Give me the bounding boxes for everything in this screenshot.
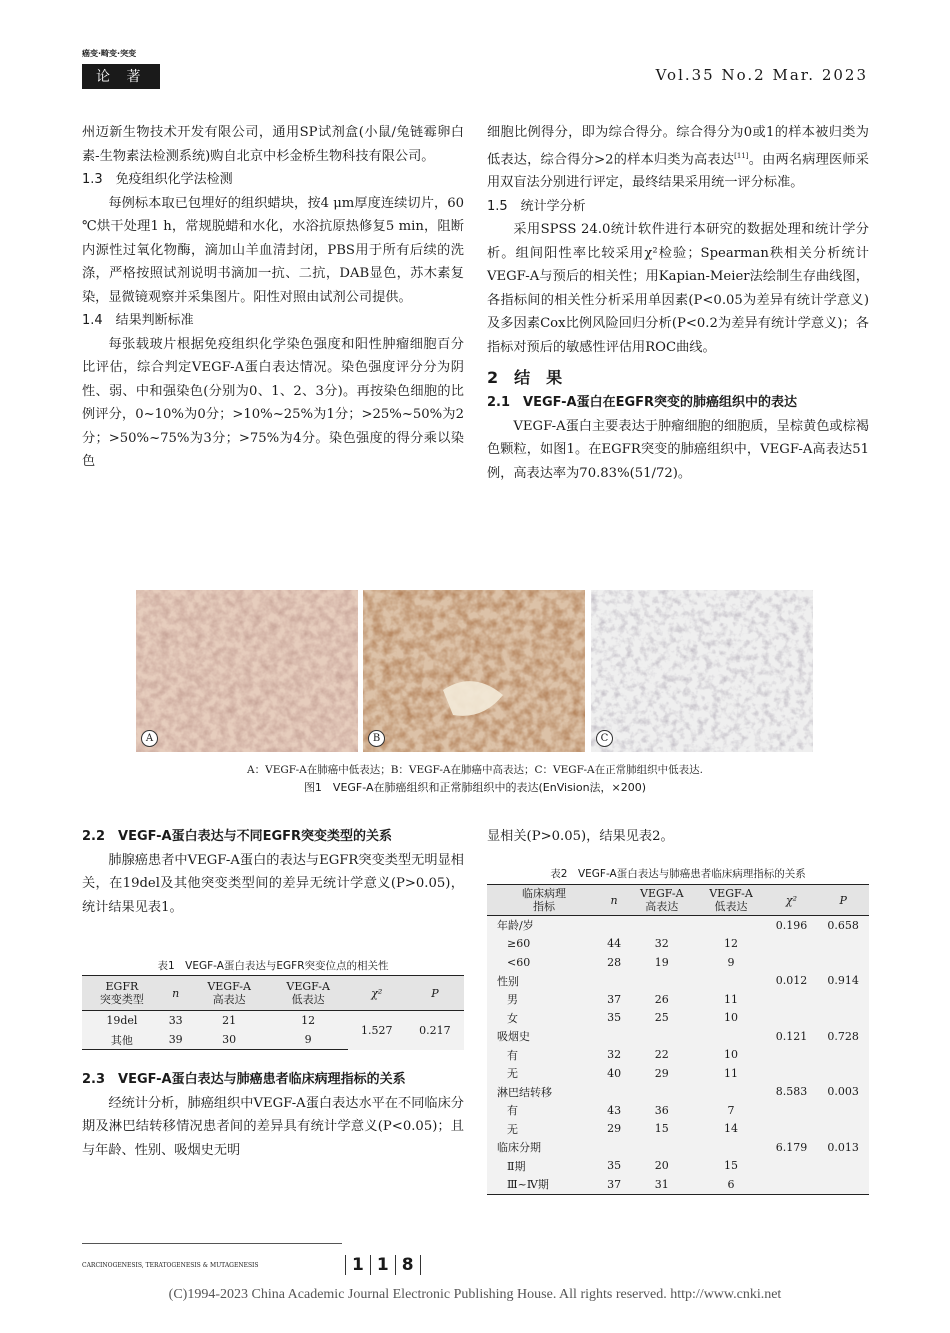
- table-cell: 40: [607, 1066, 622, 1080]
- table-row-label: 无: [507, 1122, 518, 1136]
- table-cell: [766, 935, 818, 954]
- table-row-label: 女: [507, 1011, 518, 1025]
- table-cell: 31: [627, 1175, 696, 1194]
- paragraph-text: 。由两名病理医师采用双盲法分别进行评定，最终结果采用统一评分标准。: [487, 151, 869, 191]
- table-cell: 21: [222, 1014, 237, 1027]
- paragraph: 肺腺癌患者中VEGF-A蛋白的表达与EGFR突变类型无明显相关，在19del及其他突变类型间的差异无统计学意义(P>0.05)，统计结果见表1。: [82, 852, 464, 915]
- table2-header: n: [601, 885, 627, 916]
- table-cell: 22: [654, 1048, 669, 1062]
- paragraph: 州迈新生物技术开发有限公司，通用SP试剂盒(小鼠/兔链霉卵白素-生物素法检测系统)购自北京中杉金桥生物科技有限公司。: [82, 125, 464, 164]
- table-cell: 43: [607, 1103, 622, 1117]
- table-cell: 12: [724, 937, 739, 951]
- table-cell: 9: [269, 1030, 348, 1050]
- table-cell: 0.003: [827, 1085, 859, 1099]
- table-cell: [766, 1046, 818, 1065]
- table-row-label: 无: [507, 1067, 518, 1081]
- table-row: [487, 1009, 869, 1028]
- table1-header: VEGF-A 高表达: [190, 976, 269, 1011]
- table-row: [487, 1101, 869, 1120]
- table-cell: 0.012: [775, 974, 808, 988]
- page-digit: 8: [395, 1255, 421, 1275]
- table-cell: 0.196: [775, 918, 808, 932]
- table-cell: 11: [724, 992, 739, 1006]
- table-cell: 0.013: [827, 1140, 859, 1154]
- table-cell: 33: [168, 1014, 183, 1027]
- table-cell: [766, 1009, 818, 1028]
- table2-header: 临床病理 指标: [487, 885, 601, 916]
- table-cell: 30: [190, 1030, 269, 1050]
- table-cell: 15: [724, 1159, 739, 1173]
- table-cell: 10: [724, 1011, 739, 1025]
- table-cell: [766, 1157, 818, 1176]
- table-row: [487, 990, 869, 1009]
- table-cell: [817, 1175, 869, 1194]
- paragraph: 每张载玻片根据免疫组织化学染色强度和阳性肿瘤细胞百分比评估，综合判定VEGF-A蛋白表达情况。染色强度评分分为阴性、弱、中和强染色(分别为0、1、2、3分)。再按染色细胞的比例评分，0~10%为0分；>10%~25%为1分；>25%~50%为2分；>50%~75%为3分；>75%为4分。染色强度的得分乘以染色: [82, 336, 464, 469]
- table-cell: 0.658: [827, 918, 859, 932]
- table-row-label: 吸烟史: [497, 1030, 530, 1044]
- table2-header: VEGF-A 低表达: [696, 885, 765, 916]
- left-column-top: [82, 121, 464, 474]
- table-cell: 0.728: [827, 1029, 859, 1043]
- table-cell: [627, 1138, 696, 1157]
- section-heading-2-1: 2.1 VEGF-A蛋白在EGFR突变的肺癌组织中的表达: [487, 395, 798, 411]
- section-heading-1-4: 1.4 结果判断标准: [82, 313, 194, 328]
- table-cell: 0.121: [775, 1029, 808, 1043]
- micrograph-c: [591, 590, 813, 752]
- table-cell-p: 0.217: [419, 1023, 451, 1037]
- table-cell: [601, 1027, 627, 1046]
- table-cell: 32: [654, 937, 669, 951]
- table2-title: 表2 VEGF-A蛋白表达与肺癌患者临床病理指标的关系: [550, 868, 806, 880]
- table-row: [487, 953, 869, 972]
- table-cell: 32: [607, 1048, 622, 1062]
- table-cell: 10: [724, 1048, 739, 1062]
- table-row: [487, 1046, 869, 1065]
- table-row-label: ≥60: [507, 937, 531, 951]
- figure-note: A：VEGF-A在肺癌中低表达；B：VEGF-A在肺癌中高表达；C：VEGF-A在正常肺组织中低表达.: [247, 764, 703, 776]
- table-cell: [696, 1027, 765, 1046]
- table-row: [487, 1064, 869, 1083]
- table-cell: 25: [654, 1011, 669, 1025]
- table-row: [487, 1138, 869, 1157]
- micrograph-a: [136, 590, 358, 752]
- table-cell: 8.583: [775, 1085, 808, 1099]
- left-column-bottom-2: [82, 1068, 464, 1162]
- table1-header: χ²: [348, 976, 406, 1011]
- table-cell: [817, 953, 869, 972]
- section-heading-2-3: 2.3 VEGF-A蛋白表达与肺癌患者临床病理指标的关系: [82, 1072, 406, 1087]
- table-cell: 9: [727, 955, 735, 969]
- table1: [82, 975, 464, 1050]
- table-cell-chi: 1.527: [361, 1023, 393, 1037]
- table-cell: [627, 916, 696, 935]
- table-cell: [817, 1101, 869, 1120]
- table-cell: 19del: [106, 1014, 138, 1027]
- table1-title: 表1 VEGF-A蛋白表达与EGFR突变位点的相关性: [157, 960, 389, 972]
- table-cell: [817, 990, 869, 1009]
- table-cell: 35: [607, 1159, 622, 1173]
- table-cell: 14: [724, 1122, 739, 1136]
- table-row: [487, 916, 869, 935]
- table-cell: 39: [162, 1030, 190, 1050]
- table-row: [487, 972, 869, 991]
- table-cell: [766, 1101, 818, 1120]
- table-cell: [627, 1083, 696, 1102]
- table-row: [487, 1175, 869, 1194]
- table-cell: 44: [607, 937, 622, 951]
- table-cell: 29: [607, 1122, 622, 1136]
- table-cell: 37: [607, 992, 622, 1006]
- table1-header: VEGF-A 低表达: [269, 976, 348, 1011]
- table-row-label: 临床分期: [497, 1141, 541, 1155]
- table-cell: [766, 1120, 818, 1139]
- panel-label-b: B: [368, 730, 385, 747]
- table-cell: 28: [607, 955, 622, 969]
- table-row-label: 年龄/岁: [497, 919, 534, 933]
- table-row-label: <60: [507, 955, 531, 969]
- table-row: [487, 1027, 869, 1046]
- table2-header: χ²: [766, 885, 818, 916]
- table-cell: [766, 990, 818, 1009]
- section-heading-2: 2 结 果: [487, 368, 563, 388]
- footer-journal-name: CARCINOGENESIS, TERATOGENESIS & MUTAGENESIS: [82, 1262, 259, 1269]
- panel-label-a: A: [141, 730, 158, 747]
- table-cell: 35: [607, 1011, 622, 1025]
- table-cell: 20: [654, 1159, 669, 1173]
- reference-mark: [11]: [734, 151, 749, 160]
- paragraph: 显相关(P>0.05)，结果见表2。: [487, 829, 674, 844]
- table-cell: [696, 916, 765, 935]
- table-cell: 19: [654, 955, 669, 969]
- table-row-label: Ⅲ~Ⅳ期: [487, 1175, 601, 1194]
- table-row: [487, 1083, 869, 1102]
- table-cell: [696, 972, 765, 991]
- table-cell: 36: [654, 1103, 669, 1117]
- paragraph: VEGF-A蛋白主要表达于肿瘤细胞的细胞质，呈棕黄色或棕褐色颗粒，如图1。在EGFR突变的肺癌组织中，VEGF-A高表达51例，高表达率为70.83%(51/72)。: [487, 418, 869, 481]
- left-column-bottom: [82, 825, 464, 919]
- table1-header: EGFR 突变类型: [82, 976, 162, 1011]
- table-cell: [696, 1083, 765, 1102]
- table-cell: 15: [654, 1122, 669, 1136]
- table2-header: VEGF-A 高表达: [627, 885, 696, 916]
- table2: [487, 884, 869, 1195]
- table-cell: [817, 1120, 869, 1139]
- volume-info: Vol.35 No.2 Mar. 2023: [655, 66, 868, 84]
- table-row-label: 有: [507, 1104, 518, 1118]
- table1-header: P: [406, 976, 464, 1011]
- table-cell: [817, 1046, 869, 1065]
- right-column-bottom: [487, 825, 869, 849]
- table-cell: [627, 972, 696, 991]
- page-number: [345, 1244, 421, 1286]
- table-cell: 29: [654, 1066, 669, 1080]
- micrograph-b: [363, 590, 585, 752]
- panel-label-c: C: [596, 730, 613, 747]
- section-heading-1-5: 1.5 统计学分析: [487, 198, 586, 214]
- table-cell: [817, 1064, 869, 1083]
- table-cell: [766, 1064, 818, 1083]
- table1-header: n: [162, 976, 190, 1011]
- table-row-label: 性别: [497, 974, 519, 988]
- table-cell: 11: [724, 1066, 739, 1080]
- footer-rule: [82, 1243, 342, 1244]
- paragraph: 经统计分析，肺癌组织中VEGF-A蛋白表达水平在不同临床分期及淋巴结转移情况患者间的差异具有统计学意义(P<0.05)；且与年龄、性别、吸烟史无明: [82, 1095, 464, 1158]
- table-cell: [601, 916, 627, 935]
- page-digit: 1: [345, 1255, 370, 1275]
- table-cell: [817, 1157, 869, 1176]
- paragraph: 每例标本取已包埋好的组织蜡块，按4 μm厚度连续切片，60 ℃烘干处理1 h，常规脱蜡和水化，水浴抗原热修复5 min，阻断内源性过氧化物酶，滴加山羊血清封闭，PBS用于所有后续的洗涤，严格按照试剂说明书滴加一抗、二抗，DAB显色，苏木素复染，显微镜观察并采集图片。阳性对照由试剂公司提供。: [82, 195, 464, 305]
- table-cell: [696, 1138, 765, 1157]
- copyright-line: (C)1994-2023 China Academic Journal Electronic Publishing House. All rights reserved. http://www.cnki.net: [168, 1287, 782, 1302]
- table-cell: 37: [601, 1175, 627, 1194]
- table-cell: [766, 1175, 818, 1194]
- table-cell: [817, 935, 869, 954]
- paragraph: [487, 121, 869, 195]
- table2-header: P: [817, 885, 869, 916]
- table-cell: 7: [727, 1103, 735, 1117]
- section-tag: 论 著: [82, 64, 160, 89]
- table-row-label: 有: [507, 1048, 518, 1062]
- table-row-label: 男: [507, 993, 518, 1007]
- table-cell: [817, 1009, 869, 1028]
- page-digit: 1: [370, 1255, 395, 1275]
- table-cell: [627, 1027, 696, 1046]
- table-cell: [766, 953, 818, 972]
- right-column-top: [487, 121, 869, 485]
- table-cell: 6: [696, 1175, 765, 1194]
- section-heading-1-3: 1.3 免疫组织化学法检测: [82, 172, 233, 187]
- table-row-label: 淋巴结转移: [497, 1085, 552, 1099]
- section-heading-2-2: 2.2 VEGF-A蛋白表达与不同EGFR突变类型的关系: [82, 829, 393, 844]
- journal-name-small: 癌变·畸变·突变: [82, 49, 137, 58]
- table-cell: 其他: [82, 1030, 162, 1050]
- table-cell: 12: [301, 1014, 316, 1027]
- paragraph: 采用SPSS 24.0统计软件进行本研究的数据处理和统计学分析。组间阳性率比较采用χ²检验；Spearman秩相关分析统计VEGF-A与预后的相关性；用Kapian-Meier法绘制生存曲线图，各指标间的相关性分析采用单因素(P<0.05为差异有统计学意义)及多因素Cox比例风险回归分析(P<0.2为差异有统计学意义)；各指标对预后的敏感性评估用ROC曲线。: [487, 222, 869, 355]
- table-cell: [601, 1138, 627, 1157]
- table-row: [487, 935, 869, 954]
- table-cell: 26: [654, 992, 669, 1006]
- table-cell: [601, 1083, 627, 1102]
- table-cell: 0.914: [827, 974, 859, 988]
- table-cell: 6.179: [775, 1140, 808, 1154]
- table-row-label: Ⅱ期: [507, 1159, 526, 1173]
- paragraph-text: 细胞比例得分，即为综合得分。综合得分为0或1的样本被归类为低表达，综合得分>2的样本归类为高表达: [487, 125, 869, 167]
- table-row: [487, 1120, 869, 1139]
- table-row: [82, 1011, 464, 1031]
- table-row: [487, 1157, 869, 1176]
- table-cell: [601, 972, 627, 991]
- figure-caption: 图1 VEGF-A在肺癌组织和正常肺组织中的表达(EnVision法，×200): [303, 781, 647, 794]
